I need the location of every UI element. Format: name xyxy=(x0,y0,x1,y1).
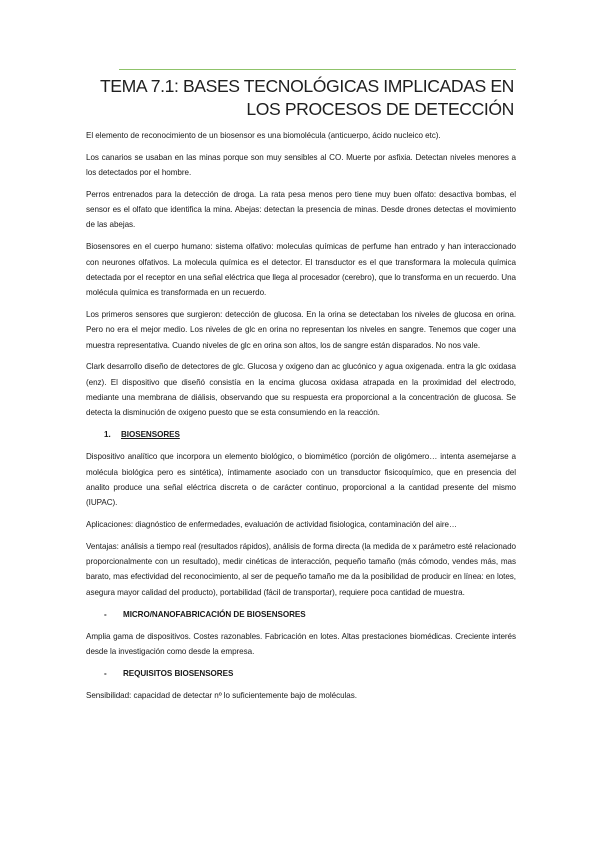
bullet-dash: - xyxy=(104,668,107,678)
paragraph: El elemento de reconocimiento de un biosensor es una biomolécula (anticuerpo, ácido nucleico etc). xyxy=(86,131,441,140)
paragraph: Biosensores en el cuerpo humano: sistema olfativo: moleculas químicas de perfume han entrado y han interaccionado con neurones olfativos. La molecula química es el detector. El transductor es el que transformara la molecula química detectada por el receptor en una señal eléctrica que llega al procesador (cerebro), que lo transforma en un recuerdo. Una molécula química es transformada en un recuerdo. xyxy=(86,242,516,298)
subsection-heading-microfabricacion xyxy=(86,607,516,622)
paragraph: Perros entrenados para la detección de droga. La rata pesa menos pero tiene muy buen olfato: desactiva bombas, el sensor es el olfato que identifica la mina. Abejas: detectan la presencia de minas. Desde drones detectas el movimiento de las abejas. xyxy=(86,189,516,230)
paragraph: Clark desarrollo diseño de detectores de glc. Glucosa y oxigeno dan ac glucónico y agua oxigenada. entra la glc oxidasa (enz). El dispositivo que diseñó consistía en la encima glucosa oxidasa atrapada en la proximidad del electrodo, mediante una membrana de diálisis, observando que su respuesta era proporcional a la concentración de glucosa. Se detecta la disminución de oxigeno puesto que se esta consumiendo en la reacción. xyxy=(86,362,516,418)
paragraph: Aplicaciones: diagnóstico de enfermedades, evaluación de actividad fisiologica, contaminación del aire… xyxy=(86,520,457,530)
subsection-label: MICRO/NANOFABRICACIÓN DE BIOSENSORES xyxy=(123,609,306,619)
subsection-heading-requisitos xyxy=(86,666,516,681)
paragraph: Dispositivo analítico que incorpora un elemento biológico, o biomimético (porción de oligómero… intenta asemejarse a molécula biológica pero es sintética), íntimamente asociado con un transductor fisicoquímico, que en presencia del analito produce una señal eléctrica discreta o de carácter continuo, proporcional a la cantidad presente del mismo (IUPAC). xyxy=(86,452,516,508)
bullet-dash: - xyxy=(104,609,107,619)
page-title xyxy=(94,75,514,121)
paragraph: Ventajas: análisis a tiempo real (resultados rápidos), análisis de forma directa (la medida de x parámetro esté relacionado proporcionalmente con un resultado), medir cinéticas de interacción, pequeño tamaño (más cómodo, vendes más, mas barato, mas efectividad del reconocimiento, al ser de pequeño tamaño me da la posibilidad de producir en línea: en lotes, asegura mayor calidad del producto), portabilidad (fácil de transportar), requiere poca cantidad de muestra. xyxy=(86,541,516,597)
subsection-label: REQUISITOS BIOSENSORES xyxy=(123,668,234,678)
paragraph: Los primeros sensores que surgieron: detección de glucosa. En la orina se detectaban los niveles de glucosa en orina. Pero no era el mejor medio. Los niveles de glc en orina no representan los niveles en sangre. Tenemos que coger una muestra representativa. Cuando niveles de glc en orina son altos, los de sangre están disparados. No nos vale. xyxy=(86,309,516,350)
section-heading-biosensores xyxy=(86,427,516,442)
paragraph: Amplia gama de dispositivos. Costes razonables. Fabricación en lotes. Altas prestaciones biomédicas. Creciente interés desde la investigación como desde la empresa. xyxy=(86,631,516,657)
document-body xyxy=(86,128,516,710)
title-rule xyxy=(119,69,516,70)
section-label: BIOSENSORES xyxy=(121,430,180,440)
paragraph: Sensibilidad: capacidad de detectar nº lo suficientemente bajo de moléculas. xyxy=(86,691,357,701)
page-title-line-1: TEMA 7.1: BASES TECNOLÓGICAS IMPLICADAS EN xyxy=(99,76,514,96)
paragraph: Los canarios se usaban en las minas porque son muy sensibles al CO. Muerte por asfixia. Detectan niveles menores a los detectados por el hombre. xyxy=(86,152,516,178)
section-number: 1. xyxy=(104,430,111,440)
page-title-line-2: LOS PROCESOS DE DETECCIÓN xyxy=(246,99,514,119)
